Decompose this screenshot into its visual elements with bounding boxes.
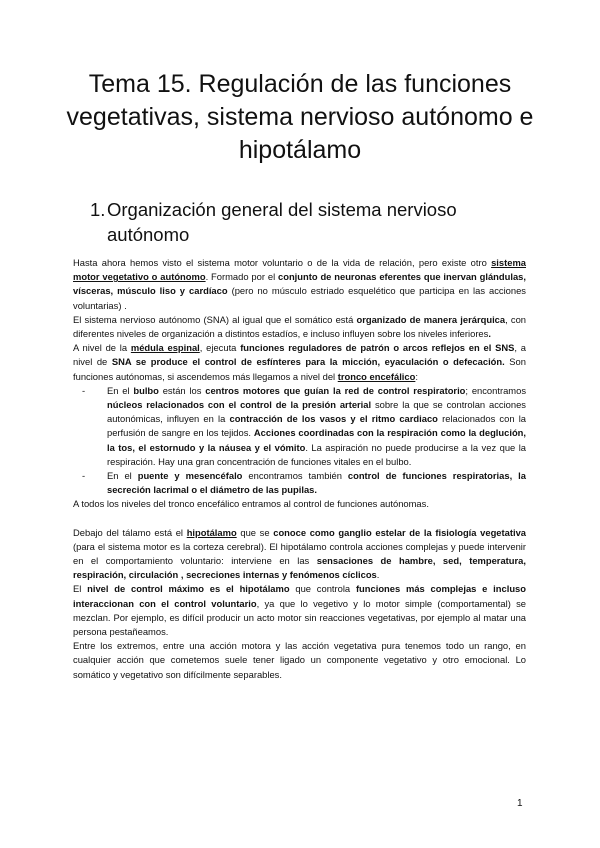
text-run: El sistema nervioso autónomo (SNA) al igual que el somático está (73, 313, 357, 325)
text-run: . (376, 569, 380, 581)
text-run: , ya que lo vegetivo y lo motor simple (comportamental) se mezclan. Por ejemplo, es difícil producir un acto motor sin reacciones vegetativas, por ejemplo al matar una persona pestañeamos. (73, 597, 527, 638)
bold-run: conjunto de neuronas eferentes que inervan glándulas, vísceras, músculo liso y cardíaco (73, 271, 527, 297)
bold-run: organizado de manera jerárquica (356, 313, 506, 325)
bullet-list (73, 384, 526, 498)
bold-run: . (488, 328, 491, 340)
bold-run: nivel de control máximo es el hipotálamo (87, 583, 290, 595)
text-run: : (415, 370, 418, 382)
text-run: , a nivel de (73, 342, 526, 368)
list-item (107, 469, 526, 497)
paragraph-1 (73, 256, 526, 313)
text-run: Hasta ahora hemos visto el sistema motor voluntario o de la vida de relación, pero existe otro (73, 257, 492, 268)
section-heading (90, 197, 530, 247)
paragraph-gap (73, 512, 526, 526)
bold-run: núcleos relacionados con el control de la presión arterial (107, 399, 372, 411)
paragraph-3 (73, 341, 526, 384)
text-run: (pero no músculo estriado esquelético que participa en las acciones voluntarias) . (73, 285, 526, 311)
page-title: Tema 15. Regulación de las funciones vegetativas, sistema nervioso autónomo e hipotálamo (66, 70, 534, 164)
bold-run: control de funciones respiratorias, la secreción lacrimal o el diámetro de las pupilas. (107, 470, 526, 496)
bold-run: centros motores que guían la red de control respiratorio (205, 384, 466, 396)
text-run: , ejecuta (199, 342, 241, 354)
text-run: encontramos también (242, 470, 348, 482)
text-run: En el (107, 384, 134, 396)
text-run: relacionados con la perfusión de sangre en los tejidos. (107, 413, 527, 439)
bold-run: sensaciones de hambre, sed, temperatura, respiración, circulación , secreciones internas y fenómenos cíclicos (73, 555, 526, 581)
bold-run: médula espinal (130, 342, 200, 354)
paragraph-7: Entre los extremos, entre una acción motora y las acción vegetativa pura tenemos todo un rango, en cualquier acción que cometemos suele tener ligado un componente vegetativo y otro emocional. Lo somático y vegetativo son difícilmente separables. (73, 640, 526, 680)
text-run: que se (236, 526, 274, 538)
bold-run: sistema motor vegetativo o autónomo (73, 257, 526, 283)
paragraph-2 (73, 313, 526, 341)
text-run: sobre la que se controlan acciones autonómicas, influyen en la (107, 399, 526, 425)
section-number: 1. (90, 199, 106, 220)
page-number: 1 (517, 798, 523, 809)
bold-run: bulbo (133, 384, 159, 396)
section-title: Organización general del sistema nervioso autónomo (107, 199, 457, 245)
text-run: A nivel de la (73, 342, 131, 354)
bold-run: puente y mesencéfalo (137, 470, 243, 482)
text-run: . La aspiración no puede producirse a la vez que la respiración. Hay una gran concentración de funciones vitales en el bulbo. (107, 441, 526, 467)
bold-run: contracción de los vasos y el ritmo cardiaco (229, 413, 438, 425)
bold-run: tronco encefálico (337, 370, 416, 382)
text-run: están los (158, 384, 206, 396)
bold-run: funciones reguladores de patrón o arcos reflejos en el SNS (240, 342, 515, 354)
text-run: (para el sistema motor es la corteza cerebral). El hipotálamo controla acciones complejas y puede intervenir en el comportamiento voluntario: interviene en las (73, 540, 526, 567)
bold-run: SNA se produce el control de esfínteres para la micción, eyaculación o defecación. (111, 356, 505, 368)
bold-run: Acciones coordinadas con la respiración como la deglución, la tos, el estornudo y la náusea y el vómito (107, 427, 526, 453)
text-run: En el (107, 470, 138, 482)
text-run: , con diferentes niveles de organización a distintos estadíos, e incluso influyen sobre los niveles inferiores (73, 313, 527, 340)
text-run: Son funciones autónomas, si ascendemos más llegamos a nivel del (73, 356, 526, 382)
bold-run: funciones más complejas e incluso interaccionan con el control voluntario (73, 583, 526, 609)
text-run: Debajo del tálamo está el (73, 526, 187, 538)
paragraph-4: A todos los niveles del tronco encefálico entramos al control de funciones autónomas. (73, 498, 429, 510)
body-text (73, 256, 526, 682)
text-run: El (73, 583, 88, 595)
text-run: . Formado por el (205, 271, 279, 283)
text-run: que controla (289, 583, 356, 595)
list-item (107, 384, 526, 469)
paragraph-6 (73, 582, 526, 639)
bold-run: conoce como ganglio estelar de la fisiología vegetativa (273, 526, 527, 538)
text-run: ; encontramos (465, 384, 527, 396)
paragraph-5 (73, 526, 526, 583)
bold-run: hipotálamo (186, 526, 237, 538)
